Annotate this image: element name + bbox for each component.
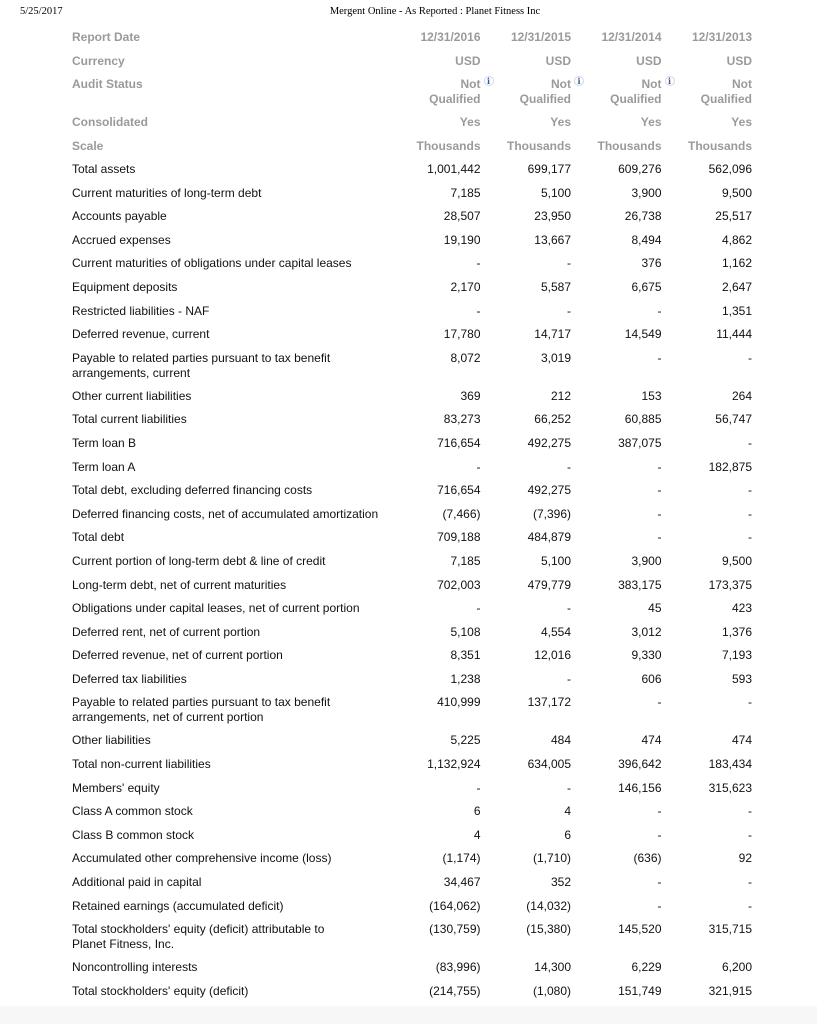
value-cell: 8,351 bbox=[450, 648, 481, 663]
row-label: Total debt bbox=[72, 530, 125, 545]
value-cell: 212 bbox=[550, 388, 571, 403]
currency-cell: USD bbox=[726, 53, 752, 68]
row-label: Members' equity bbox=[72, 780, 160, 795]
table-row bbox=[72, 731, 752, 755]
table-row bbox=[72, 184, 752, 208]
value-cell: 1,238 bbox=[450, 671, 481, 686]
table-row bbox=[72, 254, 752, 278]
value-cell: 19,190 bbox=[443, 232, 481, 247]
page-footer-band bbox=[0, 1006, 817, 1024]
value-cell: (7,396) bbox=[532, 506, 571, 521]
currency-cell: USD bbox=[455, 53, 481, 68]
row-label: Total debt, excluding deferred financing costs bbox=[72, 483, 313, 498]
audit-status-cell: Not Qualified i bbox=[390, 75, 481, 107]
data-rows bbox=[72, 160, 752, 1005]
value-cell: 709,188 bbox=[437, 530, 481, 545]
row-label: Deferred revenue, current bbox=[72, 327, 210, 342]
value-cell: 28,507 bbox=[443, 209, 481, 224]
value-cell: 396,642 bbox=[618, 757, 662, 772]
value-cell: 479,779 bbox=[527, 577, 571, 592]
value-cell: 5,225 bbox=[450, 733, 481, 748]
row-label: Deferred revenue, net of current portion bbox=[72, 648, 283, 663]
print-date: 5/25/2017 bbox=[20, 6, 63, 17]
value-cell: 562,096 bbox=[708, 162, 752, 176]
table-row bbox=[72, 458, 752, 482]
value-cell: 8,072 bbox=[450, 350, 481, 365]
value-cell: (83,996) bbox=[435, 960, 481, 975]
audit-status-cell: Not Qualified i bbox=[481, 75, 572, 107]
value-cell: 13,667 bbox=[534, 232, 571, 247]
row-label: Total non-current liabilities bbox=[72, 757, 211, 772]
value-cell: (1,080) bbox=[532, 983, 571, 998]
value-cell: - bbox=[567, 601, 571, 616]
value-cell: 5,587 bbox=[540, 279, 571, 294]
value-cell: 315,715 bbox=[708, 922, 752, 937]
table-row bbox=[72, 826, 752, 850]
row-label: Retained earnings (accumulated deficit) bbox=[72, 898, 284, 913]
table-row bbox=[72, 576, 752, 600]
value-cell: 369 bbox=[460, 388, 481, 403]
value-cell: 702,003 bbox=[437, 577, 481, 592]
value-cell: - bbox=[657, 695, 662, 710]
report-date-cell: 12/31/2015 bbox=[510, 30, 571, 44]
value-cell: - bbox=[567, 459, 571, 474]
value-cell: (214,755) bbox=[429, 983, 481, 998]
value-cell: 182,875 bbox=[708, 459, 752, 474]
value-cell: 606 bbox=[641, 671, 662, 686]
consolidated-cell: Yes bbox=[731, 115, 752, 129]
table-row bbox=[72, 434, 752, 458]
value-cell: 423 bbox=[731, 601, 752, 616]
value-cell: 151,749 bbox=[618, 983, 662, 998]
value-cell: 34,467 bbox=[443, 875, 481, 890]
value-cell: - bbox=[657, 804, 662, 819]
value-cell: (15,380) bbox=[526, 922, 571, 937]
scale-cell: Thousands bbox=[506, 138, 571, 153]
value-cell: (1,710) bbox=[532, 851, 571, 866]
table-row bbox=[72, 755, 752, 779]
row-label: Obligations under capital leases, net of current portion bbox=[72, 601, 360, 616]
value-cell: 6 bbox=[564, 827, 571, 842]
table-row bbox=[72, 302, 752, 326]
value-cell: - bbox=[748, 530, 752, 545]
row-label: Deferred rent, net of current portion bbox=[72, 624, 261, 639]
value-cell: (164,062) bbox=[429, 898, 481, 913]
scale-cell: Thousands bbox=[687, 138, 752, 153]
value-cell: - bbox=[567, 780, 571, 795]
value-cell: - bbox=[657, 898, 662, 913]
value-cell: 6,200 bbox=[721, 960, 752, 975]
value-cell: 387,075 bbox=[618, 435, 662, 450]
value-cell: - bbox=[748, 804, 752, 819]
value-cell: 716,654 bbox=[437, 483, 481, 498]
row-label: Noncontrolling interests bbox=[72, 960, 198, 975]
table-row bbox=[72, 552, 752, 576]
value-cell: 12,016 bbox=[534, 648, 571, 663]
row-label: Accounts payable bbox=[72, 209, 167, 224]
value-cell: 6 bbox=[473, 804, 481, 819]
value-cell: - bbox=[748, 435, 752, 450]
row-label: Scale bbox=[72, 138, 104, 153]
currency-cell: USD bbox=[636, 53, 662, 68]
table-row bbox=[72, 693, 752, 731]
value-cell: 45 bbox=[648, 601, 662, 616]
row-label: Report Date bbox=[72, 30, 141, 44]
row-label: Payable to related parties pursuant to tax benefit arrangements, net of current portion bbox=[72, 695, 331, 725]
value-cell: - bbox=[748, 875, 752, 890]
table-row bbox=[72, 897, 752, 921]
table-row bbox=[72, 481, 752, 505]
value-cell: 173,375 bbox=[708, 577, 752, 592]
table-row bbox=[72, 387, 752, 411]
value-cell: 492,275 bbox=[527, 483, 571, 498]
value-cell: - bbox=[748, 695, 752, 710]
row-label: Term loan A bbox=[72, 459, 136, 474]
value-cell: 56,747 bbox=[715, 412, 752, 427]
value-cell: 83,273 bbox=[443, 412, 481, 427]
row-label: Payable to related parties pursuant to tax benefit arrangements, current bbox=[72, 350, 331, 380]
value-cell: 4,554 bbox=[540, 624, 571, 639]
value-cell: - bbox=[657, 875, 662, 890]
value-cell: - bbox=[748, 898, 752, 913]
row-label: Audit Status bbox=[72, 77, 143, 91]
consolidated-cell: Yes bbox=[550, 115, 571, 129]
value-cell: 7,185 bbox=[450, 185, 481, 200]
table-row bbox=[72, 958, 752, 982]
value-cell: 1,132,924 bbox=[427, 757, 481, 772]
value-cell: 14,300 bbox=[534, 960, 571, 975]
value-cell: - bbox=[476, 459, 481, 474]
value-cell: 4,862 bbox=[721, 232, 752, 247]
balance-sheet-table bbox=[72, 28, 752, 1005]
value-cell: 1,001,442 bbox=[427, 162, 481, 176]
consolidated-row bbox=[72, 113, 752, 137]
scale-cell: Thousands bbox=[416, 138, 481, 153]
currency-cell: USD bbox=[545, 53, 571, 68]
scale-cell: Thousands bbox=[597, 138, 662, 153]
value-cell: 376 bbox=[641, 256, 662, 271]
table-row bbox=[72, 207, 752, 231]
row-label: Class A common stock bbox=[72, 804, 193, 819]
value-cell: (1,174) bbox=[442, 851, 481, 866]
row-label: Total stockholders' equity (deficit) attributable to Planet Fitness, Inc. bbox=[72, 922, 325, 952]
value-cell: (130,759) bbox=[429, 922, 481, 937]
table-row bbox=[72, 779, 752, 803]
value-cell: 5,100 bbox=[540, 185, 571, 200]
value-cell: 1,376 bbox=[721, 624, 752, 639]
value-cell: 11,444 bbox=[716, 327, 752, 342]
row-label: Total assets bbox=[72, 162, 136, 176]
value-cell: 1,351 bbox=[721, 303, 752, 318]
value-cell: 474 bbox=[731, 733, 752, 748]
row-label: Current maturities of obligations under capital leases bbox=[72, 256, 352, 271]
value-cell: 321,915 bbox=[708, 983, 752, 998]
value-cell: 145,520 bbox=[618, 922, 662, 937]
value-cell: 7,185 bbox=[450, 553, 481, 568]
value-cell: - bbox=[748, 506, 752, 521]
value-cell: 383,175 bbox=[618, 577, 662, 592]
row-label: Consolidated bbox=[72, 115, 149, 129]
value-cell: 5,108 bbox=[450, 624, 481, 639]
value-cell: - bbox=[476, 256, 481, 271]
info-icon[interactable]: i bbox=[484, 76, 494, 86]
value-cell: 66,252 bbox=[534, 412, 571, 427]
row-label: Current maturities of long-term debt bbox=[72, 185, 262, 200]
value-cell: - bbox=[476, 780, 481, 795]
value-cell: 6,229 bbox=[631, 960, 662, 975]
value-cell: - bbox=[657, 459, 662, 474]
value-cell: 23,950 bbox=[534, 209, 571, 224]
value-cell: - bbox=[657, 303, 662, 318]
table-row bbox=[72, 920, 752, 958]
value-cell: - bbox=[567, 303, 571, 318]
report-date-cell: 12/31/2013 bbox=[691, 30, 752, 44]
value-cell: - bbox=[476, 303, 481, 318]
value-cell: - bbox=[657, 483, 662, 498]
value-cell: 264 bbox=[731, 388, 752, 403]
value-cell: 25,517 bbox=[715, 209, 752, 224]
value-cell: 474 bbox=[641, 733, 662, 748]
value-cell: 3,012 bbox=[631, 624, 662, 639]
value-cell: 3,900 bbox=[631, 185, 662, 200]
value-cell: - bbox=[657, 530, 662, 545]
value-cell: 8,494 bbox=[631, 232, 662, 247]
row-label: Accumulated other comprehensive income (loss) bbox=[72, 851, 332, 866]
scale-row bbox=[72, 137, 752, 161]
document-title: Mergent Online - As Reported : Planet Fitness Inc bbox=[329, 6, 541, 17]
value-cell: 484,879 bbox=[527, 530, 571, 545]
value-cell: - bbox=[567, 256, 571, 271]
value-cell: (14,032) bbox=[526, 898, 571, 913]
value-cell: - bbox=[567, 671, 571, 686]
value-cell: 9,500 bbox=[721, 185, 752, 200]
row-label: Total current liabilities bbox=[72, 412, 187, 427]
value-cell: 410,999 bbox=[437, 695, 481, 710]
audit-status-cell: Not Qualified i bbox=[571, 75, 662, 107]
table-row bbox=[72, 873, 752, 897]
value-cell: 2,647 bbox=[721, 279, 752, 294]
table-row bbox=[72, 623, 752, 647]
row-label: Accrued expenses bbox=[72, 232, 171, 247]
table-row bbox=[72, 646, 752, 670]
value-cell: 6,675 bbox=[631, 279, 662, 294]
value-cell: 315,623 bbox=[708, 780, 752, 795]
row-label: Deferred financing costs, net of accumulated amortization bbox=[72, 506, 379, 521]
value-cell: 7,193 bbox=[721, 648, 752, 663]
report-date-row bbox=[72, 28, 752, 52]
table-row bbox=[72, 410, 752, 434]
value-cell: - bbox=[657, 350, 662, 365]
consolidated-cell: Yes bbox=[640, 115, 662, 129]
audit-status-cell: Not Qualified bbox=[700, 77, 752, 106]
value-cell: 1,162 bbox=[721, 256, 752, 271]
value-cell: 484 bbox=[550, 733, 571, 748]
value-cell: - bbox=[748, 483, 752, 498]
currency-row bbox=[72, 52, 752, 76]
value-cell: 26,738 bbox=[624, 209, 662, 224]
info-icon[interactable]: i bbox=[665, 76, 675, 86]
value-cell: 492,275 bbox=[527, 435, 571, 450]
report-date-cell: 12/31/2014 bbox=[601, 30, 662, 44]
row-label: Current portion of long-term debt & line of credit bbox=[72, 553, 326, 568]
row-label: Class B common stock bbox=[72, 827, 195, 842]
table-row bbox=[72, 982, 752, 1006]
value-cell: 4 bbox=[564, 804, 571, 819]
table-row bbox=[72, 160, 752, 184]
audit-status-row bbox=[72, 75, 752, 113]
table-row bbox=[72, 849, 752, 873]
value-cell: - bbox=[748, 827, 752, 842]
value-cell: 92 bbox=[738, 851, 752, 866]
info-icon[interactable]: i bbox=[574, 76, 584, 86]
table-row bbox=[72, 802, 752, 826]
value-cell: 634,005 bbox=[527, 757, 571, 772]
value-cell: 2,170 bbox=[450, 279, 481, 294]
value-cell: - bbox=[476, 601, 481, 616]
value-cell: 593 bbox=[731, 671, 752, 686]
value-cell: (7,466) bbox=[442, 506, 481, 521]
print-header bbox=[0, 5, 817, 21]
table-row bbox=[72, 278, 752, 302]
row-label: Term loan B bbox=[72, 435, 137, 450]
value-cell: 146,156 bbox=[618, 780, 662, 795]
table-row bbox=[72, 505, 752, 529]
table-row bbox=[72, 670, 752, 694]
value-cell: - bbox=[657, 506, 662, 521]
value-cell: 60,885 bbox=[624, 412, 662, 427]
value-cell: 183,434 bbox=[708, 757, 752, 772]
table-row bbox=[72, 599, 752, 623]
value-cell: 609,276 bbox=[618, 162, 662, 176]
value-cell: (636) bbox=[633, 851, 662, 866]
value-cell: 9,330 bbox=[631, 648, 662, 663]
table-row bbox=[72, 325, 752, 349]
value-cell: 3,900 bbox=[631, 553, 662, 568]
value-cell: 9,500 bbox=[721, 553, 752, 568]
value-cell: 3,019 bbox=[540, 350, 571, 365]
row-label: Other liabilities bbox=[72, 733, 151, 748]
value-cell: 17,780 bbox=[443, 327, 481, 342]
value-cell: 137,172 bbox=[527, 695, 571, 710]
value-cell: - bbox=[657, 827, 662, 842]
value-cell: 699,177 bbox=[527, 162, 571, 176]
value-cell: 352 bbox=[550, 875, 571, 890]
value-cell: 716,654 bbox=[437, 435, 481, 450]
table-row bbox=[72, 528, 752, 552]
row-label: Long-term debt, net of current maturities bbox=[72, 577, 287, 592]
row-label: Additional paid in capital bbox=[72, 875, 202, 890]
row-label: Deferred tax liabilities bbox=[72, 671, 187, 686]
row-label: Equipment deposits bbox=[72, 279, 178, 294]
value-cell: 14,549 bbox=[624, 327, 662, 342]
row-label: Restricted liabilities - NAF bbox=[72, 303, 210, 318]
row-label: Other current liabilities bbox=[72, 388, 192, 403]
consolidated-cell: Yes bbox=[459, 115, 481, 129]
report-date-cell: 12/31/2016 bbox=[420, 30, 481, 44]
row-label: Currency bbox=[72, 53, 125, 68]
value-cell: - bbox=[748, 350, 752, 365]
value-cell: 4 bbox=[473, 827, 481, 842]
table-row bbox=[72, 231, 752, 255]
value-cell: 153 bbox=[641, 388, 662, 403]
table-row bbox=[72, 349, 752, 387]
value-cell: 5,100 bbox=[540, 553, 571, 568]
value-cell: 14,717 bbox=[534, 327, 571, 342]
row-label: Total stockholders' equity (deficit) bbox=[72, 983, 249, 998]
